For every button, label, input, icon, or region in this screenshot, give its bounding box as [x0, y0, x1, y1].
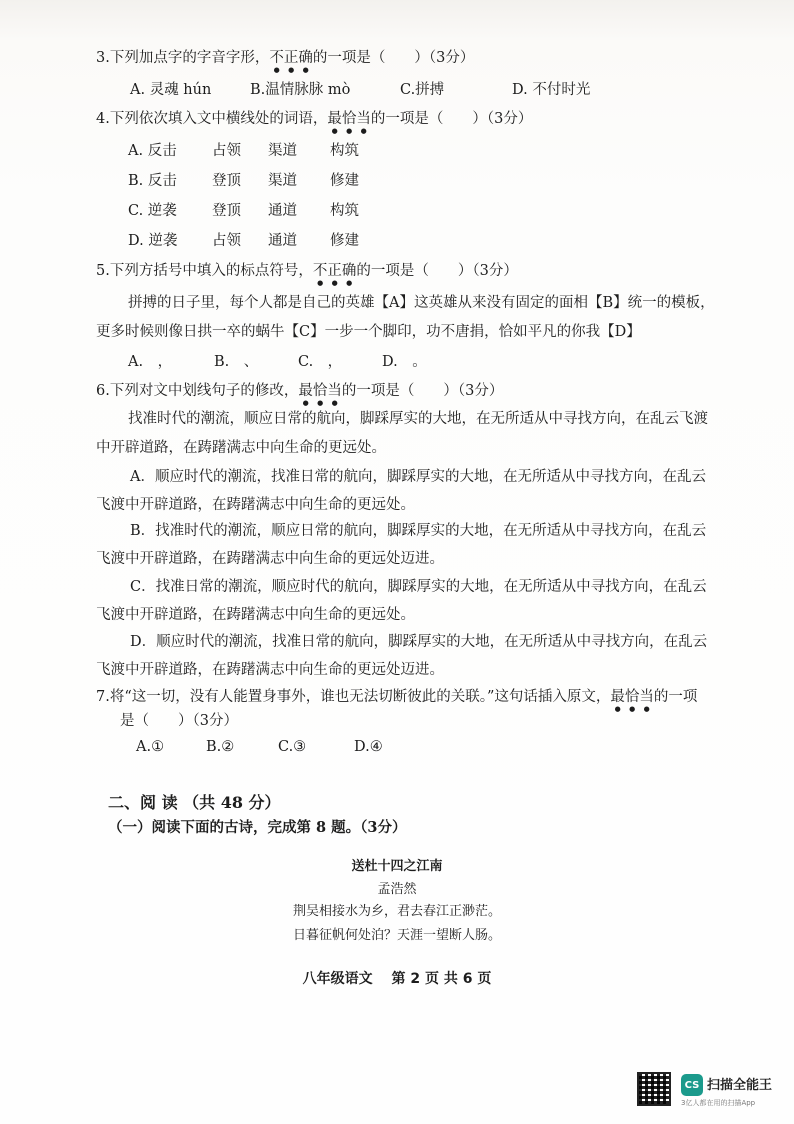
q6-prefix: 6.下列对文中划线句子的修改， [96, 383, 299, 399]
q5-passage: 更多时候则像日拱一卒的蜗牛【C】一步一个脚印，功不唐捐，恰如平凡的你我【D】 [96, 324, 641, 340]
q7-option-a: A.① [136, 739, 165, 755]
q4-cell: 构筑 [330, 203, 359, 219]
q4-cell: 登顶 [212, 203, 241, 219]
q5-emphasis: 不正确 [312, 263, 357, 279]
q3-prefix: 3.下列加点字的字音字形， [96, 50, 270, 66]
q4-cell: 修建 [330, 233, 359, 249]
poem-line: 荆吴相接水为乡，君去春江正渺茫。 [292, 904, 501, 919]
section-subtitle: （一）阅读下面的古诗，完成第 8 题。（3分） [108, 819, 407, 836]
q4-prefix: 4.下列依次填入文中横线处的词语， [96, 111, 328, 127]
q4-cell: 渠道 [268, 143, 297, 159]
q6-option-b: B．找准时代的潮流，顺应日常的航向，脚踩厚实的大地，在无所适从中寻找方向，在乱云 [130, 523, 707, 539]
q6-option-a-cont: 飞渡中开辟道路，在踌躇满志中向生命的更远处。 [96, 497, 415, 513]
q7-emphasis: 最恰当 [610, 689, 654, 705]
q4-cell: 通道 [268, 203, 297, 219]
qr-code-icon [637, 1072, 671, 1106]
q7-option-d: D.④ [354, 739, 383, 755]
q7-prefix: 7.将“这一切，没有人能置身事外，谁也无法切断彼此的关联。”这句话插入原文， [96, 689, 611, 705]
q7-stem [96, 687, 697, 713]
q4-cell: 占领 [212, 143, 241, 159]
q4-cell: C. 逆袭 [128, 203, 177, 219]
q6-emphasis: 最恰当 [298, 383, 342, 399]
q5-prefix: 5.下列方括号中填入的标点符号， [96, 263, 313, 279]
q4-cell: B. 反击 [128, 173, 177, 189]
q5-suffix: 的一项是（ ）（3分） [356, 263, 518, 279]
camscanner-name: 扫描全能王 [707, 1078, 773, 1093]
q5-passage: 拼搏的日子里，每个人都是自己的英雄【A】这英雄从来没有固定的面相【B】统一的模板， [128, 295, 715, 311]
q7-suffix: 的一项 [653, 689, 698, 705]
q3-stem [96, 48, 474, 74]
poem-author: 孟浩然 [377, 882, 417, 897]
q6-option-a: A．顺应时代的潮流，找准日常的航向，脚踩厚实的大地，在无所适从中寻找方向，在乱云 [130, 469, 706, 485]
q5-option-a: A. ， [128, 354, 173, 370]
q4-cell: D. 逆袭 [128, 233, 178, 249]
poem-line: 日暮征帆何处泊？天涯一望断人肠。 [292, 928, 501, 943]
q3-option-b: B.温情脉脉 mò [250, 82, 351, 98]
q5-option-c: C. ， [298, 354, 343, 370]
q4-cell: 占领 [212, 233, 241, 249]
camscanner-logo-icon: CS [681, 1074, 703, 1096]
q5-option-d: D. 。 [382, 354, 427, 370]
q5-stem [96, 261, 518, 287]
q6-option-d-cont: 飞渡中开辟道路，在踌躇满志中向生命的更远处迈进。 [96, 662, 444, 678]
q3-option-d: D. 不付时光 [512, 82, 591, 98]
q6-stem [96, 381, 503, 407]
q4-cell: 构筑 [330, 143, 359, 159]
q3-option-a: A. 灵魂 hún [130, 82, 212, 98]
page-footer: 八年级语文 第 2 页 共 6 页 [302, 971, 492, 987]
q6-passage: 中开辟道路，在踌躇满志中向生命的更远处。 [96, 440, 386, 456]
q6-option-b-cont: 飞渡中开辟道路，在踌躇满志中向生命的更远处迈进。 [96, 551, 444, 567]
q7-option-b: B.② [206, 739, 235, 755]
q4-stem [96, 109, 532, 135]
q6-suffix: 的一项是（ ）（3分） [341, 383, 504, 399]
q7-option-c: C.③ [278, 739, 307, 755]
camscanner-tagline: 3亿人都在用的扫描App [681, 1099, 756, 1107]
q5-option-b: B. 、 [214, 354, 259, 370]
q4-cell: 渠道 [268, 173, 297, 189]
q6-option-d: D．顺应时代的潮流，找准日常的航向，脚踩厚实的大地，在无所适从中寻找方向，在乱云 [130, 634, 708, 650]
section-title: 二、阅 读 （共 48 分） [108, 793, 281, 812]
q4-emphasis: 最恰当 [327, 111, 371, 127]
q4-cell: 登顶 [212, 173, 241, 189]
q6-option-c: C．找准日常的潮流，顺应时代的航向，脚踩厚实的大地，在无所适从中寻找方向，在乱云 [130, 579, 707, 595]
q6-passage: 找准时代的潮流，顺应日常的航向，脚踩厚实的大地，在无所适从中寻找方向，在乱云飞渡 [128, 411, 708, 427]
q3-option-c: C.拼搏 [400, 82, 445, 98]
q4-suffix: 的一项是（ ）（3分） [370, 111, 533, 127]
q4-cell: 修建 [330, 173, 359, 189]
q6-option-c-cont: 飞渡中开辟道路，在踌躇满志中向生命的更远处。 [96, 607, 415, 623]
q4-cell: A. 反击 [128, 143, 177, 159]
poem-title: 送杜十四之江南 [351, 859, 443, 874]
q4-cell: 通道 [268, 233, 297, 249]
q3-suffix: 的一项是（ ）（3分） [312, 50, 475, 66]
q7-stem-cont: 是（ ）（3分） [120, 713, 238, 729]
q3-emphasis: 不正确 [269, 50, 313, 66]
